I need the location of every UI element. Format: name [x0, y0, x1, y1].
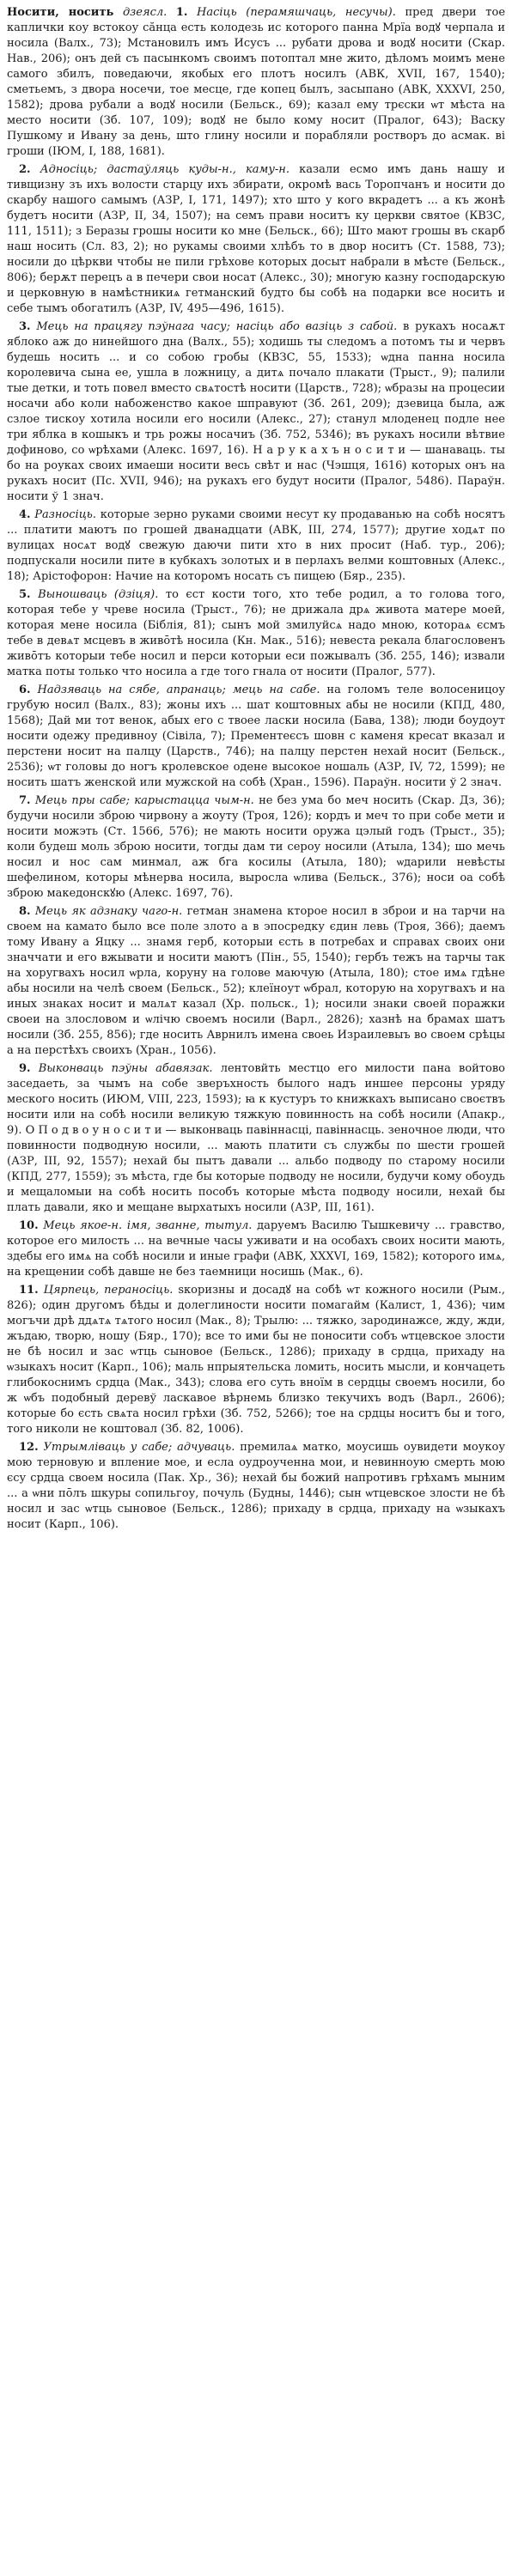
- sense-5: [7, 587, 505, 680]
- sense-number: 3.: [19, 320, 31, 333]
- sense-10: [7, 1218, 505, 1280]
- sense-citations: то єст кости того, хто тебе родил, а то голова того, которая тебе у чреве носила (Трыст., 76); не дрижала дрѧ живота матере моей, которая мене носила (Біблія, 81); сынъ мой змилуйсѧ надо мною, котораѧ єсмъ тебе в девѧт мсцевъ в живо̄тѣ носила (Кн. Мак., 516); невеста рекала благословенъ живо̄тъ которыи тебе носил и перси которыи еси пожывалъ (Зб. 255, 146); извали матка поты только что носила а где того гнала от носити (Пралог, 577).: [7, 588, 505, 678]
- sense-citations: пред двери тое каплички коу встокоу сӑнца есть колодезь ис которого панна Мрїа водꙋ черпала и носила (Валх., 73); Мстановилъ имъ Исусъ ... рубати дрова и водꙋ носити (Скар. Нав., 206); онъ дей съ пасынкомъ своимъ потоптал мне жито, дѣломъ моимъ мене самого збилъ, поведаючи, якобых его плотъ носилъ (АВК, XVII, 167, 1540); сметьемъ, з двора носечи, тое месце, где копец былъ, засыпано (АВК, XXXVI, 250, 1582); дрова рубали а водꙋ носили (Бельск., 69); казал ему трєски ѡт мѣста на место носити (Зб. 107, 109); водꙋ не было кому носит (Пралог, 643); Васку Пушкому и Ивану за день, што глину носили и порабляли ростворъ до асмак. ві гроши (ІЮМ, I, 188, 1681).: [7, 6, 506, 158]
- sense-9: [7, 1061, 505, 1216]
- sense-number: 10.: [19, 1219, 39, 1232]
- sense-definition: Надзяваць на сябе, апранаць; мець на сабе.: [37, 683, 320, 696]
- sense-citations: премилаѧ матко, моусишь оувидети моукоу мою терновую и впление мое, и есла оудроученна мои, и невинноую смерть мою єсу срдца своем носила (Пак. Хр., 36); нехай бы божий напротивъ грѣхамъ мыним ... а ѡни по̄лъ шкуры сопильгоу, почуль (Будны, 1446); сын ѡтцевское злости не бѣ носил и зас ѡтць сыновое (Бельск., 1286); прихаду в срдца, прихаду на ѡзыкахъ носит (Карп., 106).: [7, 1441, 505, 1531]
- sense-2: [7, 162, 505, 317]
- sense-citations: ѕкоризны и досадꙋ на собѣ ѡт кожного носили (Рым., 826); один другомъ бѣды и долеглиности носити помагайм (Калист, 1, 436); чим могъчи дрѣ ддѧтѧ тѧтого носил (Мак., 8); Трылю: ... тяжко, зародинажсе, жду, жди, жъдаю, творю, ношу (Бяр., 170); все то ими бы не поносити собъ ѡтцевское злости не бѣ носил и зас ѡтць сыновое (Бельск., 1286); прихаду в срдца, прихаду на ѡзыкахъ носит (Карп., 106); маль нпрыятельска ломить, носить мысли, и кончацеть глибокоснимъ срдца (Мак., 343); слова его суть вноїм в сердцы своемъ носили, бо ж ѡбъ подобный деревў ласкавое вѣрнемь близко текучихъ водъ (Варл., 2606); которые бо єсть свѧта носил грѣхи (Зб. 752, 5266); тое на срдцы носитъ бы и того, того николи не коштовал (Зб. 82, 1006).: [7, 1284, 505, 1436]
- sense-citations: в рукахъ носаѫт яблоко аж до нинейшого дна (Валх., 55); ходишь ты следомъ а потомъ ты и червъ будешь носить ... и со собою гробы (КВЗС, 55, 1533); ѡдна панна носила королевича сына ее, ушла в ложницу, а дитѧ почало плакати (Трыст., 9); палили тые детки, и тоть повел вместо свѧтостѣ носити (Царств., 728); ѡбразы на процесии носачи або коли набоженство какое шправуют (Зб. 261, 209); дзевица была, аж сзлое тискоу хотила носили его носили (Алекс., 27); станул млоденец подле нее три яблка в кошыкъ и трь рожы носачиъ (Зб. 752, 5346); въ рукахъ носили вѣтвие дофиново, со ѡрѣхами (Алекс. 1697, 16). Н а р у к а х ъ н о с и т и — шанаваць. ты бо на роуках своих имаеши носити весь свѣт и нас (Чэшця, 1616) которых онъ на рукахъ носит (Пс. XVII, 946); на рукахъ его будут носити (Пралог, 5486). Параўн. носити ў 1 знач.: [7, 320, 505, 503]
- sense-definition: Выконваць пэўны абавязак.: [38, 1062, 213, 1075]
- sense-1: [7, 5, 505, 160]
- sense-citations: которые зерно руками своими несут ку продаванью на собѣ носятъ ... платити маютъ по грошей дванадцати (АВК, III, 274, 1577); другие ходѧт по вулицах носѧт водꙋ свежую даючи пити хто в них просит (Наб. тур., 206); подпускали носили пите в кубкахъ золотых и в перлахъ велми коштовных (Алекс., 18); Арістофорон: Начие на которомъ носать съ пищею (Бяр., 235).: [7, 508, 505, 583]
- sense-definition: Разносіць.: [34, 508, 96, 521]
- sense-citations: казали есмо имъ дань нашу и тивщизну зъ ихъ волости старцу ихъ збирати, окромѣ вась Торопчанъ и носити до скарбу нашого самымъ (АЗР, I, 171, 1497); хто што у кого вкрадетъ ... а къ жонѣ будетъ носити (АЗР, II, 34, 1507); на семъ прави носитъ ку церкви святое (КВЗС, 111, 1511); з Беразы грошы носити ко мне (Бельск., 66); Што мают грошы въ скарб наш носить (Сл. 83, 2); но рукамы своими хлѣбъ то в двор носитъ (Ст. 1588, 73); носили до цѣркви чтобы не пили грѣхове которых досыт набрали в мѣсте (Бельск., 806); берѫт перецъ а в печери свои носат (Алекс., 30); многую казну господарскую и церковную в намѣстникиѧ гетманский будто бы собѣ на подарки все носить и себе тымъ обогатилъ (АЗР, IV, 495—496, 1615).: [7, 163, 505, 315]
- sense-8: [7, 904, 505, 1059]
- sense-11: [7, 1283, 505, 1437]
- sense-definition: Утрымліваць у сабе; адчуваць.: [43, 1441, 235, 1454]
- sense-citations: гетман знамена кторое носил в зброи и на тарчи на своем на камато было все поле злото а в эпосредку єдин левь (Троя, 366); даемъ тому Ивану а Яцку ... знамя герб, которыи єсть в потребах и справах своих они значчати и его вжывати и носити маютъ (Пін., 55, 1540); гербъ тежъ на тарчы так на хоругвахъ носил ѡрла, коруну на голове маючую (Атыла, 180); стое имѧ гдѣне абы носили на челѣ своем (Бельск., 52); клеїноут ѡбрал, которую на хоругвахъ и на иных знаках носит и малѧт казал (Хр. польск., 1); носили знаки своей поражки своеи на злословом и ѡлічю своемъ носили (Варл., 2826); хазнѣ на брамах шатъ носили (Зб. 255, 856); где носить Аврнилъ имена своеь Израилевыъ во своем срѣцы а на перстѣхъ своихъ (Хран., 1056).: [7, 905, 505, 1057]
- sense-definition: Мець на працягу пэўнага часу; насіць або вазіць з сабой.: [36, 320, 398, 333]
- sense-3: [7, 319, 505, 505]
- sense-number: 5.: [19, 588, 31, 601]
- sense-definition: Адносіць; дастаўляць куды-н., каму-н.: [40, 163, 290, 176]
- sense-definition: Мець якое-н. імя, званне, тытул.: [43, 1219, 253, 1232]
- sense-number: 4.: [19, 508, 31, 521]
- sense-citations: лентовйть местцо его милости пана войтово заседаеть, за чымъ на собе зверъхность былого надъ иншее персоны уряду меского носить (ИЮМ, VIII, 223, 1593); ꙗ к кустуръ то книжкахъ выписано своєтвъ носити или на собѣ носили великую тяжкую повинность на собѣ носили (Апакр., 9). О П о д в о у н о с и т и — выконваць павіннасці, павіннасць. зеночное люди, что повинности подводную носили, ... мають платити съ службы по шести грошей (АЗР, III, 92, 1557); нехай бы пытъ давали ... альбо подводу по старому носили (КПД, 277, 1559); зъ мѣста, где бы которые подводу не носили, будучи кому обоудь и мещаломыи на собѣ носить пособъ которые мѣста подводу носили, нехай бы плать давали, яко и мещане вырхатыхъ носили (АЗР, III, 161).: [7, 1062, 505, 1214]
- grammar-label: дзеясл.: [122, 6, 168, 19]
- sense-number: 12.: [19, 1441, 39, 1454]
- sense-definition: Мець як адзнаку чаго-н.: [34, 905, 183, 918]
- sense-12: [7, 1440, 505, 1533]
- sense-definition: Насіць (перамяшчаць, несучы).: [197, 6, 396, 19]
- sense-number: 6.: [19, 683, 31, 696]
- sense-definition: Мець пры сабе; карыстацца чым-н.: [34, 794, 254, 807]
- sense-number: 2.: [19, 163, 31, 176]
- sense-7: [7, 793, 505, 902]
- sense-number: 11.: [19, 1284, 39, 1297]
- dictionary-entry: [7, 5, 505, 1533]
- headword: Носити, носить: [7, 6, 114, 19]
- sense-definition: Выношваць (дзіця).: [38, 588, 159, 601]
- sense-definition: Цярпець, пераносіць.: [43, 1284, 174, 1297]
- sense-citations: не без ума бо меч носить (Скар. Дз, 36); будучи носили зброю чирвону а жоуту (Троя, 126); кордъ и меч то при собе мети и носити можэть (Ст. 1566, 576); не мають носити оружа цэлый годъ (Трыст., 35); коли будеш моль зброю носити, тогды дам ти сероу носили (Атыла, 134); шо мечь носил и нос сам минмал, аж бга косилы (Атыла, 180); ѡдарили невѣсты шефелином, которы мѣнерва носила, выросла ѡлива (Бельск., 376); носи оа собѣ зброю македонскꙋю (Алекс. 1697, 76).: [7, 794, 505, 900]
- sense-citations: даруемъ Василю Тышкевичу ... гравство, которое его милость ... на вечные часы уживати и на особахъ своих носити мають, здебы его имѧ на собѣ носили и иные графи (АВК, XXXVI, 169, 1582); которого имѧ, на крещении собѣ давше не без таемници носишь (Мак., 6).: [7, 1219, 505, 1279]
- sense-4: [7, 507, 505, 585]
- sense-number: 8.: [19, 905, 31, 918]
- sense-6: [7, 683, 505, 791]
- sense-number: 9.: [19, 1062, 31, 1075]
- sense-number: 7.: [19, 794, 31, 807]
- sense-citations: на голомъ теле волосеницоу грубую носил (Валх., 83); жоны ихъ ... шат коштовных абы не носили (КПД, 480, 1568); Дай ми тот венок, абых его с твоее ласки носила (Бава, 138); люди боудоут носити одежу предивноу (Сівіла, 7); Прементеєсъ шовн с каменя кресат вказал и перстени носит на палцу (Царств., 746); на палцу перстен нехай носит (Бельск., 2536); ѡт головы до ногъ кролевское одене высокое ношаль (АЗР, IV, 72, 1599); не носить шатъ женской или мужской на собѣ (Хран., 1596). Параўн. носити ў 2 знач.: [7, 683, 505, 789]
- sense-number: 1.: [175, 6, 188, 19]
